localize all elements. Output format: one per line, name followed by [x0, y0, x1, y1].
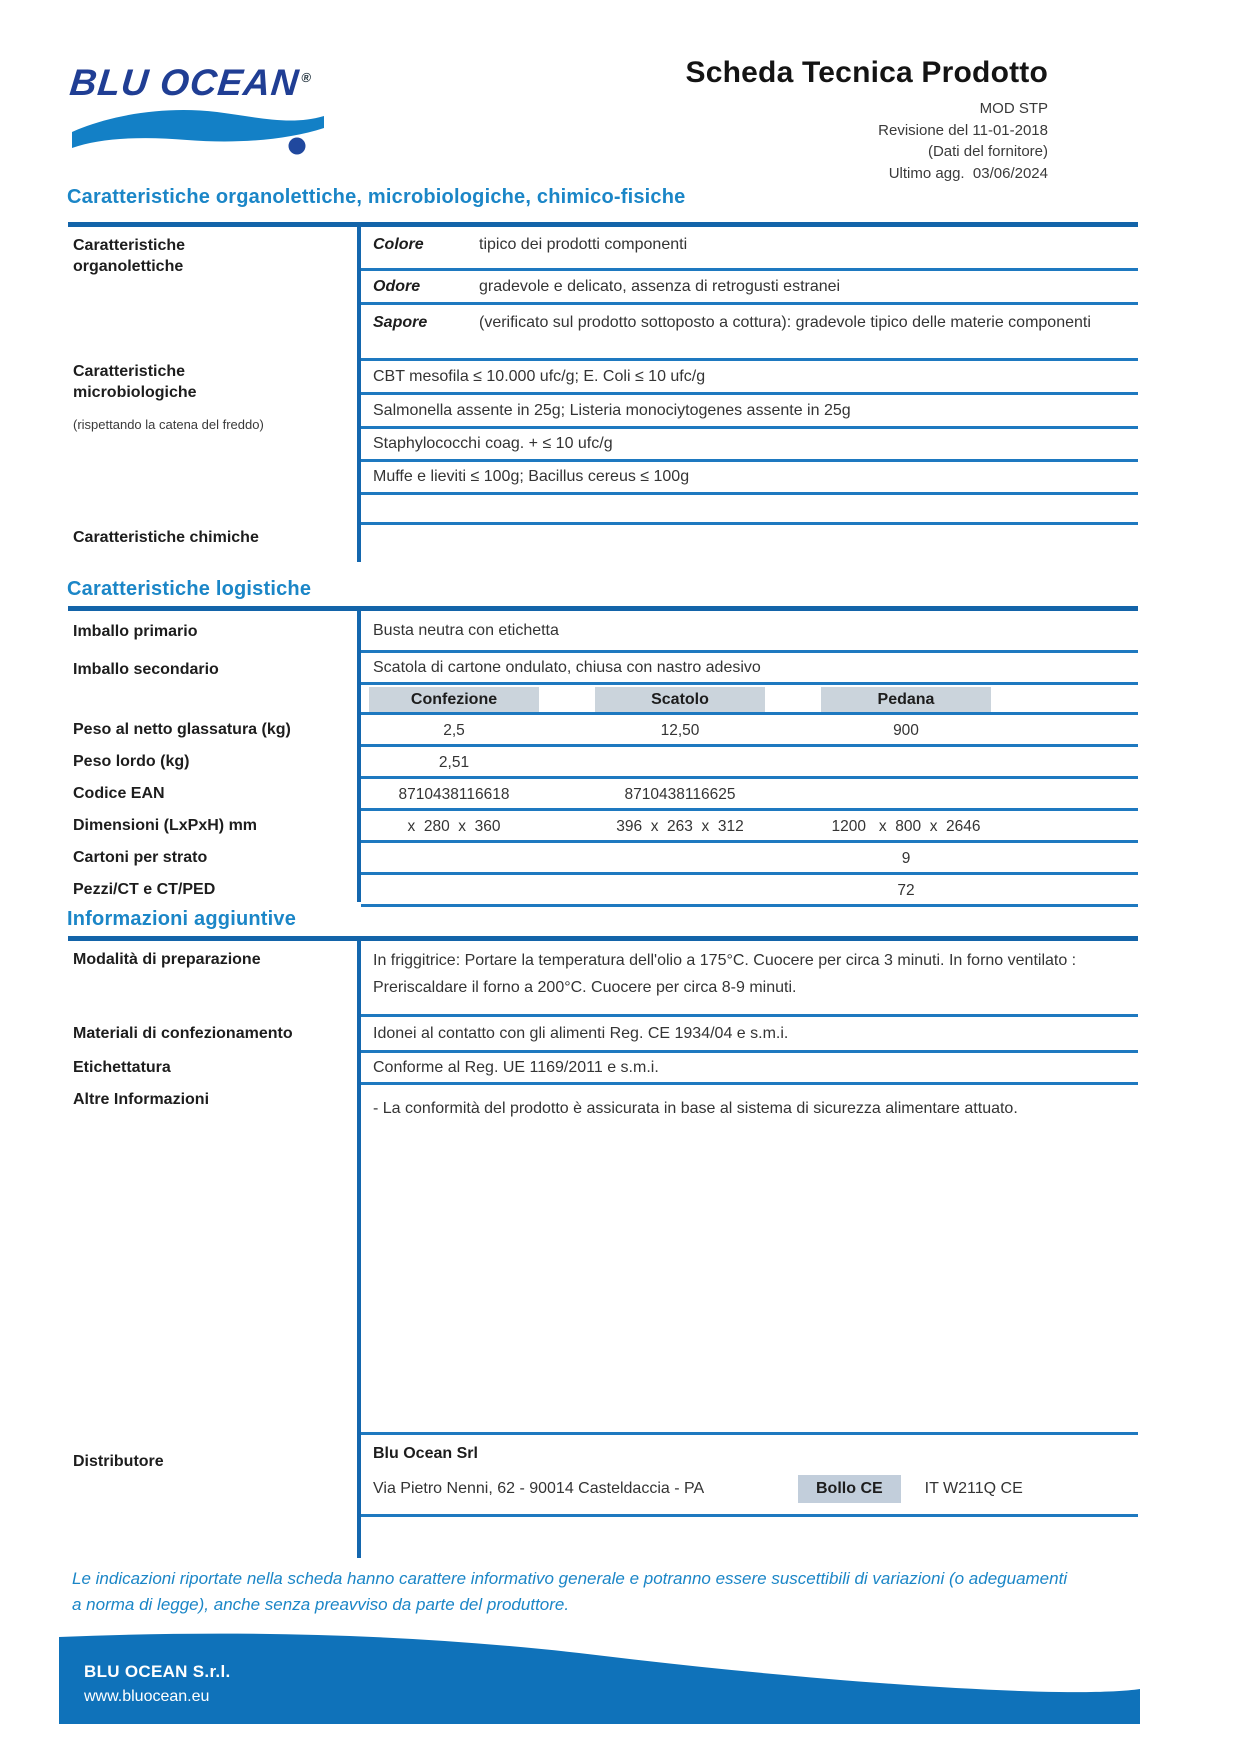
row-odore — [361, 271, 1138, 305]
row-micro-cbt — [361, 361, 1138, 395]
dimensioni-pedana: 1200 x 800 x 2646 — [831, 818, 981, 835]
row-modalita-preparazione — [361, 941, 1138, 1017]
label-distributore: Distributore — [73, 1453, 164, 1470]
modalita-preparazione-value: In friggitrice: Portare la temperatura dell'olio a 175°C. Cuocere per circa 3 minuti. In forno ventilato : Preriscaldare il forno a 200°C. Cuocere per circa 8-9 minuti. — [373, 952, 1077, 996]
row-odore-label: Odore — [373, 278, 421, 295]
pezzi-scatolo — [595, 882, 765, 900]
label-imballo-primario: Imballo primario — [73, 623, 198, 640]
section-heading-organolettiche: Caratteristiche organolettiche, microbiologiche, chimico-fisiche — [67, 186, 686, 208]
cartoni-pedana: 9 — [901, 850, 911, 867]
logo-dot-icon — [289, 138, 306, 155]
label-caratteristiche-microbiologiche: Caratteristiche microbiologiche — [73, 363, 197, 401]
column-header-scatolo: Scatolo — [595, 687, 765, 712]
page-title: Scheda Tecnica Prodotto — [685, 56, 1048, 89]
disclaimer-text: Le indicazioni riportate nella scheda hanno carattere informativo generale e potranno essere suscettibili di variazioni (o adeguamenti a norma di legge), anche senza preavviso da parte del produttore. — [72, 1569, 1068, 1614]
row-sapore-label: Sapore — [373, 314, 428, 331]
bollo-ce-value: IT W211Q CE — [924, 1480, 1023, 1497]
label-pezzi-ct: Pezzi/CT e CT/PED — [73, 881, 216, 898]
label-dimensioni: Dimensioni (LxPxH) mm — [73, 817, 258, 834]
doc-supplier-note: (Dati del fornitore) — [927, 143, 1048, 160]
label-peso-netto: Peso al netto glassatura (kg) — [73, 721, 291, 738]
row-imballo-secondario — [361, 653, 1138, 685]
row-colore-label: Colore — [373, 236, 424, 253]
cartoni-confezione — [369, 850, 539, 868]
peso-netto-confezione: 2,5 — [443, 722, 465, 739]
label-caratteristiche-chimiche: Caratteristiche chimiche — [73, 529, 259, 546]
label-materiali-confezionamento: Materiali di confezionamento — [73, 1025, 293, 1042]
row-etichettatura — [361, 1053, 1138, 1085]
pezzi-confezione — [369, 882, 539, 900]
section-heading-informazioni-aggiuntive: Informazioni aggiuntive — [67, 908, 297, 930]
etichettatura-value: Conforme al Reg. UE 1169/2011 e s.m.i. — [373, 1059, 659, 1076]
label-modalita-preparazione: Modalità di preparazione — [73, 951, 261, 968]
distributor-address: Via Pietro Nenni, 62 - 90014 Casteldaccia - PA — [373, 1480, 705, 1497]
micro-salmonella-text: Salmonella assente in 25g; Listeria monociytogenes assente in 25g — [373, 402, 851, 419]
logo-text: BLU OCEAN — [67, 62, 302, 103]
ean-scatolo: 8710438116625 — [624, 786, 736, 803]
micro-staphylococchi-text: Staphylococchi coag. + ≤ 10 ufc/g — [373, 435, 613, 452]
row-dimensioni — [361, 811, 1138, 843]
footer-website-link[interactable]: www.bluocean.eu — [84, 1688, 210, 1705]
peso-lordo-pedana — [821, 754, 991, 772]
bollo-ce-badge: Bollo CE — [798, 1475, 901, 1503]
document-header — [686, 56, 1048, 184]
row-micro-salmonella — [361, 395, 1138, 429]
logo-wave-icon — [72, 106, 324, 156]
pezzi-pedana: 72 — [897, 882, 915, 899]
imballo-primario-value: Busta neutra con etichetta — [373, 622, 559, 639]
imballo-secondario-value: Scatola di cartone ondulato, chiusa con nastro adesivo — [373, 659, 761, 676]
doc-revision: Revisione del 11-01-2018 — [878, 121, 1048, 139]
row-peso-netto — [361, 715, 1138, 747]
altre-informazioni-value: - La conformità del prodotto è assicurata in base al sistema di sicurezza alimentare attuato. — [373, 1100, 1018, 1117]
materiali-confezionamento-value: Idonei al contatto con gli alimenti Reg. CE 1934/04 e s.m.i. — [373, 1025, 789, 1042]
row-altre-informazioni — [361, 1085, 1138, 1435]
row-colore — [361, 227, 1138, 271]
table-informazioni-aggiuntive — [68, 936, 1138, 1558]
label-imballo-secondario: Imballo secondario — [73, 661, 219, 678]
row-cartoni-per-strato — [361, 843, 1138, 875]
ean-pedana — [821, 786, 991, 804]
row-materiali-confezionamento — [361, 1017, 1138, 1053]
peso-netto-pedana: 900 — [893, 722, 919, 739]
label-micro-note: (rispettando la catena del freddo) — [73, 417, 264, 432]
distributor-name: Blu Ocean Srl — [373, 1445, 478, 1462]
row-codice-ean — [361, 779, 1138, 811]
label-caratteristiche-organolettiche: Caratteristiche organolettiche — [73, 237, 186, 275]
blu-ocean-logo — [67, 62, 370, 172]
dimensioni-scatolo: 396 x 263 x 312 — [616, 818, 744, 835]
cartoni-scatolo — [595, 850, 765, 868]
micro-cbt-text: CBT mesofila ≤ 10.000 ufc/g; E. Coli ≤ 10 ufc/g — [373, 368, 706, 385]
row-column-headers — [361, 685, 1138, 715]
row-odore-value: gradevole e delicato, assenza di retrogusti estranei — [479, 278, 841, 295]
logo-wordmark — [68, 62, 372, 104]
table-logistiche — [68, 606, 1138, 902]
column-header-confezione: Confezione — [369, 687, 539, 712]
row-distributore — [361, 1435, 1138, 1517]
doc-mod: MOD STP — [979, 100, 1048, 117]
label-codice-ean: Codice EAN — [73, 785, 165, 802]
dimensioni-confezione: x 280 x 360 — [407, 818, 501, 835]
peso-netto-scatolo: 12,50 — [660, 722, 700, 739]
row-colore-value: tipico dei prodotti componenti — [479, 236, 688, 253]
table-organolettiche — [68, 222, 1138, 562]
label-altre-informazioni: Altre Informazioni — [73, 1091, 210, 1108]
section-heading-logistiche: Caratteristiche logistiche — [67, 578, 312, 600]
label-peso-lordo: Peso lordo (kg) — [73, 753, 190, 770]
micro-muffe-text: Muffe e lieviti ≤ 100g; Bacillus cereus ≤ 100g — [373, 468, 690, 485]
label-etichettatura: Etichettatura — [73, 1059, 171, 1076]
row-sapore-value: (verificato sul prodotto sottoposto a cottura): gradevole tipico delle materie componenti — [479, 314, 1091, 331]
row-chimiche-empty — [361, 525, 1138, 567]
row-peso-lordo — [361, 747, 1138, 779]
row-micro-muffe — [361, 462, 1138, 495]
doc-last-update: Ultimo agg. 03/06/2024 — [888, 164, 1048, 182]
row-imballo-primario — [361, 611, 1138, 653]
row-micro-empty — [361, 495, 1138, 525]
peso-lordo-confezione: 2,51 — [438, 754, 470, 771]
label-cartoni-per-strato: Cartoni per strato — [73, 849, 208, 866]
registered-trademark-icon: ® — [300, 69, 313, 85]
footer-company-name: BLU OCEAN S.r.l. — [84, 1662, 231, 1681]
ean-confezione: 8710438116618 — [398, 786, 510, 803]
peso-lordo-scatolo — [595, 754, 765, 772]
column-header-pedana: Pedana — [821, 687, 991, 712]
row-bottom-empty — [361, 1517, 1138, 1563]
row-micro-staphylococchi — [361, 429, 1138, 462]
row-sapore — [361, 305, 1138, 361]
row-pezzi-ct — [361, 875, 1138, 907]
